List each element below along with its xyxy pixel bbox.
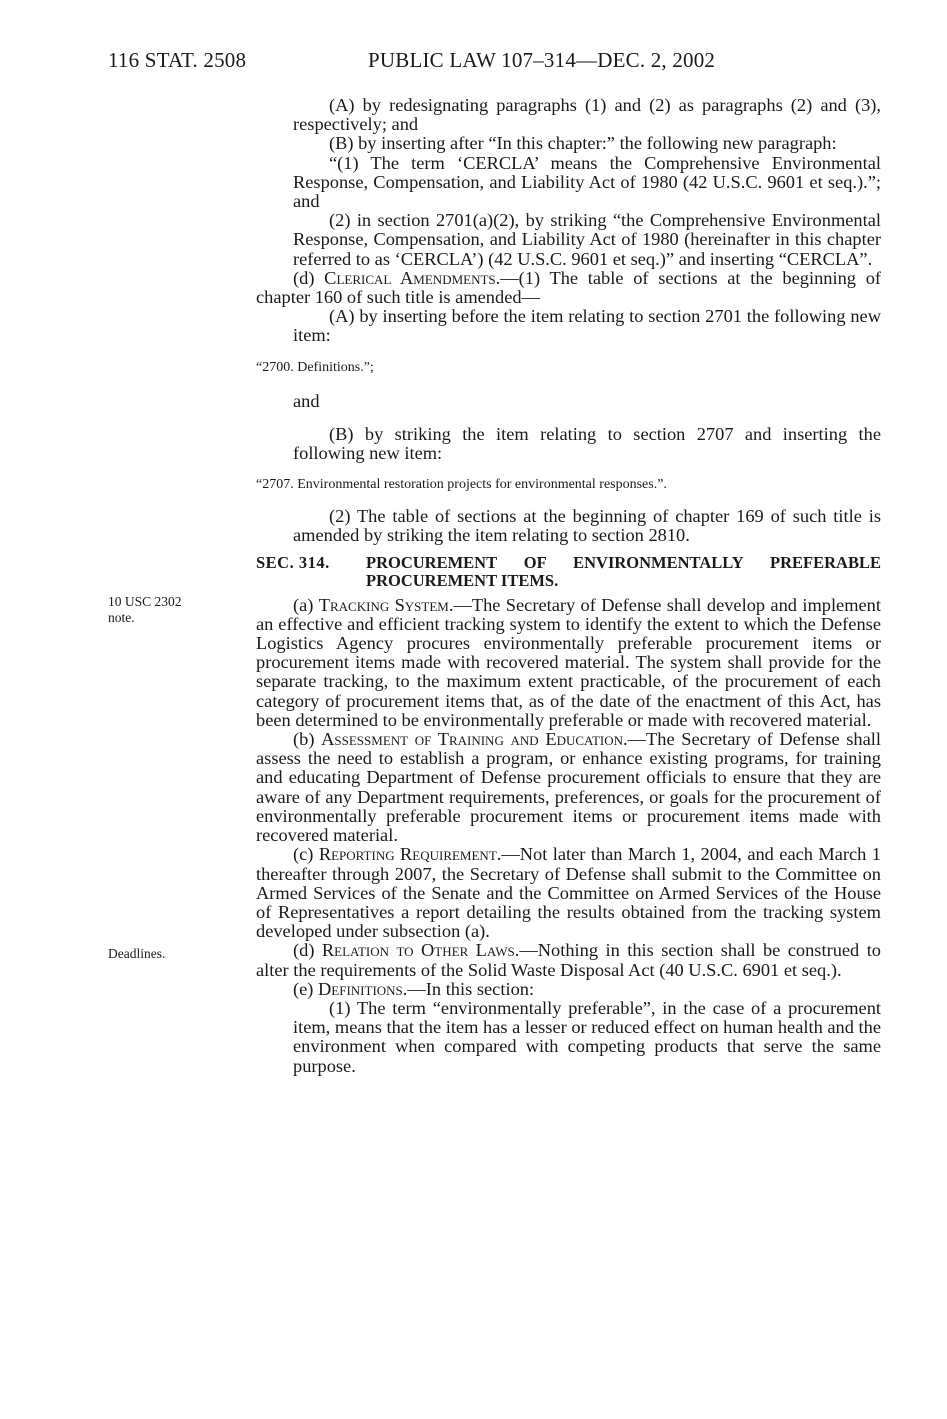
subsection-a-text: —The Secretary of Defense shall develop and implement an effective and efficient tracking system to identify the extent to which the Defense Logistics Agency procures environmentally preferable procurement items or procurement items made with recovered material. The system shall provide for the separate tracking, to the maximum extent practicable, of the procurement of each category of procurement items that, as of the date of the enactment of this Act, has been determined to be environmentally preferable or made with recovered material. — [256, 594, 881, 730]
subsection-d-text: —(1) The table of sections at the beginning of chapter 160 of such title is amended— — [256, 267, 882, 308]
subsection-d-lead: (d) — [293, 267, 325, 288]
subsection-d-relation — [256, 941, 881, 979]
subsection-rd-heading: Relation to Other Laws. — [321, 940, 520, 961]
subsection-b-heading: Assessment of Training and Education. — [321, 729, 628, 750]
subsection-c-reporting — [256, 845, 881, 941]
margin-note-usc-line2: note. — [108, 610, 135, 625]
subsection-e-heading: Definitions. — [318, 978, 408, 999]
stat-page-number: 116 STAT. 2508 — [108, 48, 247, 72]
item-2707: “2707. Environmental restoration projects for environmental responses.”. — [256, 477, 667, 493]
paragraph-e-1: (1) The term “environmentally preferable”, in the case of a procurement item, means that the item has a lesser or reduced effect on human health and the environment when compared with competing products that serve the same purpose. — [293, 997, 881, 1076]
margin-note-deadlines: Deadlines. — [108, 946, 166, 961]
subsection-c-lead: (c) — [293, 844, 319, 865]
subsection-b-assessment — [256, 730, 881, 845]
subsection-a-tracking — [256, 596, 881, 730]
subsection-c-text: —Not later than March 1, 2004, and each March 1 thereafter through 2007, the Secretary of Defense shall submit to the Committee on Armed Services of the Senate and the Committee on Armed Services of the House of Representatives a report detailing the results obtained from the tracking system developed under subsection (a). — [256, 844, 881, 942]
subsection-a-heading: Tracking System. — [318, 594, 454, 615]
subsection-d-heading: Clerical Amendments. — [324, 267, 501, 288]
subsection-d-clerical — [256, 269, 881, 307]
subsection-b-lead: (b) — [293, 729, 322, 750]
paragraph-d-b: (B) by striking the item relating to section 2707 and inserting the following new item: — [293, 423, 881, 464]
subsection-a-lead: (a) — [293, 594, 319, 615]
body-text-column — [256, 96, 881, 1076]
item-2700: “2700. Definitions.”; — [256, 359, 374, 375]
section-314-heading — [256, 554, 881, 590]
section-number: SEC. 314. — [256, 552, 330, 572]
subsection-e-lead: (e) — [293, 978, 319, 999]
section-title: PROCUREMENT OF ENVIRONMENTALLY PREFERABLE PROCUREMENT ITEMS. — [366, 552, 881, 590]
margin-note-usc-line1: 10 USC 2302 — [108, 594, 182, 609]
law-citation-header: PUBLIC LAW 107–314—DEC. 2, 2002 — [368, 48, 716, 72]
paragraph-insert: (B) by inserting after “In this chapter:” the following new paragraph: — [329, 133, 837, 154]
paragraph-cercla-definition: “(1) The term ‘CERCLA’ means the Comprehensive Environmental Response, Compensation, and Liability Act of 1980 (42 U.S.C. 9601 et seq.).”; and — [293, 152, 881, 212]
subsection-rd-lead: (d) — [293, 940, 322, 961]
subsection-b-text: —The Secretary of Defense shall assess the need to establish a program, or enhance existing programs, for training and educating Department of Defense procurement officials to ensure that they are aware of any Department requirements, preferences, or goals for the procurement of environmentally preferable procurement items or procurement items made with recovered material. — [256, 729, 882, 846]
paragraph-section-2701: (2) in section 2701(a)(2), by striking “the Comprehensive Environmental Response, Compensation, and Liability Act of 1980 (hereinafter in this chapter referred to as ‘CERCLA’) (42 U.S.C. 9601 et seq.)” and inserting “CERCLA”. — [293, 210, 881, 269]
subsection-c-heading: Reporting Requirement. — [318, 844, 502, 865]
paragraph-d-a: (A) by inserting before the item relating to section 2701 the following new item: — [293, 306, 881, 346]
subsection-e-text: —In this section: — [407, 978, 535, 999]
subsection-rd-text: —Nothing in this section shall be construed to alter the requirements of the Solid Waste Disposal Act (40 U.S.C. 6901 et seq.). — [256, 940, 881, 980]
paragraph-d-2: (2) The table of sections at the beginning of chapter 169 of such title is amended by striking the item relating to section 2810. — [293, 506, 881, 546]
subsection-e-definitions — [256, 980, 881, 999]
conjunction-and: and — [293, 390, 320, 411]
paragraph-redesignate: (A) by redesignating paragraphs (1) and (2) as paragraphs (2) and (3), respectively; and — [293, 95, 881, 135]
margin-note-usc — [108, 594, 182, 626]
